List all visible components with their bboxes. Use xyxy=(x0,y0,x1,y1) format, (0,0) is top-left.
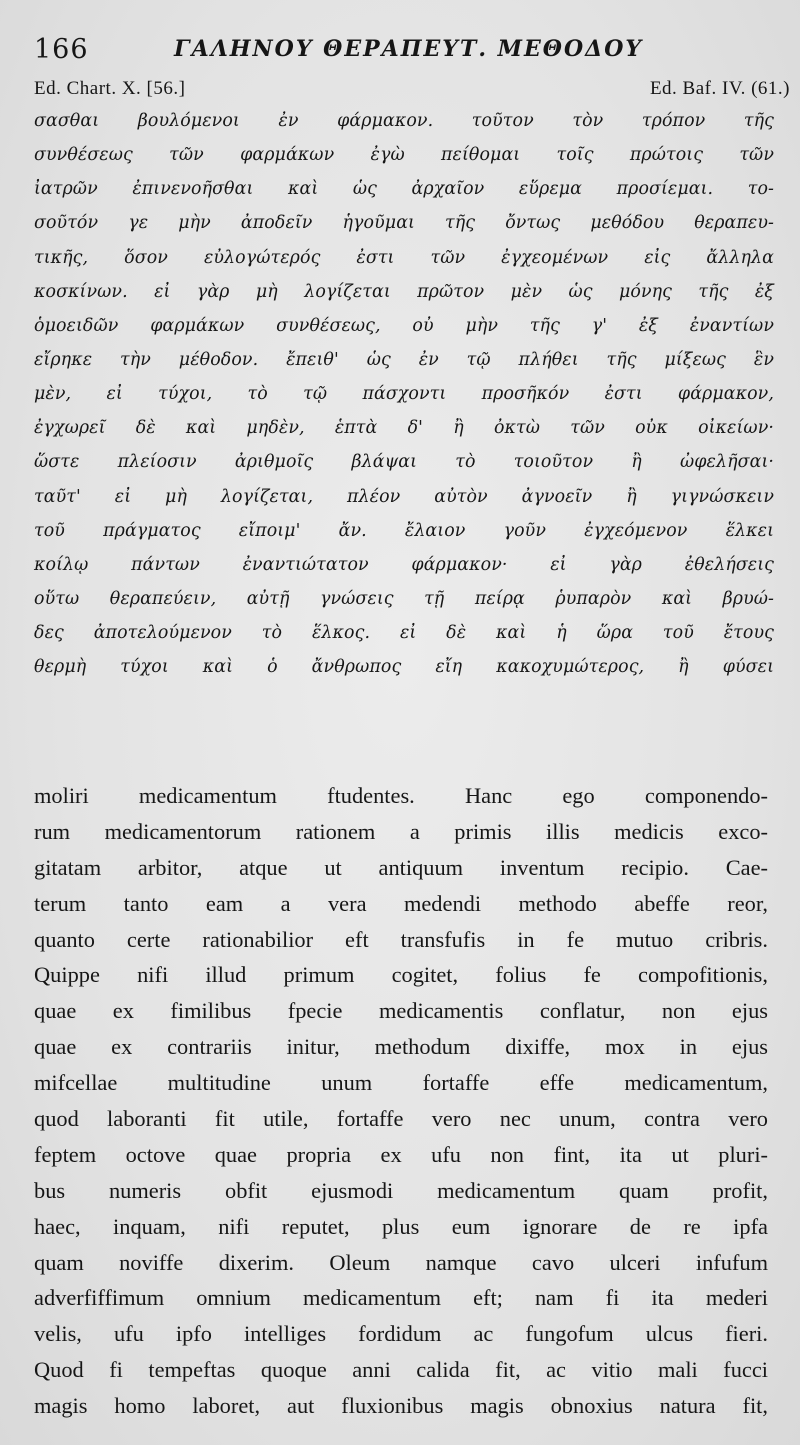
greek-line: θερμὴ τύχοι καὶ ὁ ἄνθρωπος εἴη κακοχυμώτερος, ἢ φύσει xyxy=(34,657,774,678)
latin-line: haec, inquam, nifi reputet, plus eum ignorare de re ipfa xyxy=(34,1213,768,1239)
greek-line: ταῦτ' εἰ μὴ λογίζεται, πλέον αὐτὸν ἀγνοεῖν ἢ γιγνώσκειν xyxy=(34,486,774,507)
latin-line: bus numeris obfit ejusmodi medicamentum quam profit, xyxy=(34,1177,768,1203)
latin-text-block xyxy=(34,778,768,1424)
greek-line: μὲν, εἰ τύχοι, τὸ τῷ πάσχοντι προσῆκόν ἐστι φάρμακον, xyxy=(34,384,774,405)
greek-line: ὁμοειδῶν φαρμάκων συνθέσεως, οὐ μὴν τῆς γ' ἐξ ἐναντίων xyxy=(34,315,774,336)
latin-line: quod laboranti fit utile, fortaffe vero nec unum, contra vero xyxy=(34,1106,768,1132)
greek-line: οὕτω θεραπεύειν, αὐτῇ γνώσεις τῇ πείρᾳ ῥυπαρὸν καὶ βρυώ- xyxy=(34,588,774,609)
latin-line: feptem octove quae propria ex ufu non fint, ita ut pluri- xyxy=(34,1141,768,1167)
greek-line: συνθέσεως τῶν φαρμάκων ἐγὼ πείθομαι τοῖς πρώτοις τῶν xyxy=(34,145,774,166)
page-header xyxy=(34,34,774,64)
running-title: ΓΑΛΗΝΟΥ ΘΕΡΑΠΕΥΤ. ΜΕΘΟΔΟΥ xyxy=(174,36,644,62)
latin-line: moliri medicamentum ftudentes. Hanc ego componendo- xyxy=(34,783,768,808)
greek-line: τικῆς, ὅσον εὐλογώτερός ἐστι τῶν ἐγχεομένων εἰς ἄλληλα xyxy=(34,247,774,268)
latin-line: rum medicamentorum rationem a primis illis medicis exco- xyxy=(34,818,768,844)
latin-line: adverfiffimum omnium medicamentum eft; nam fi ita mederi xyxy=(34,1285,768,1311)
latin-line: quae ex fimilibus fpecie medicamentis conflatur, non ejus xyxy=(34,998,768,1024)
greek-line: κοίλῳ πάντων ἐναντιώτατον φάρμακον· εἰ γὰρ ἐθελήσεις xyxy=(34,554,774,575)
latin-line: mifcellae multitudine unum fortaffe effe medicamentum, xyxy=(34,1070,768,1096)
page-number: 166 xyxy=(34,34,89,65)
greek-line: εἴρηκε τὴν μέθοδον. ἔπειθ' ὡς ἐν τῷ πλήθει τῆς μίξεως ἓν xyxy=(34,349,774,370)
greek-line: σοῦτόν γε μὴν ἀποδεῖν ἡγοῦμαι τῆς ὄντως μεθόδου θεραπευ- xyxy=(34,213,774,234)
greek-line: τοῦ πράγματος εἴποιμ' ἄν. ἔλαιον γοῦν ἐγχεόμενον ἕλκει xyxy=(34,520,774,541)
latin-line: Quod fi tempeftas quoque anni calida fit, ac vitio mali fucci xyxy=(34,1357,768,1383)
latin-line: gitatam arbitor, atque ut antiquum inventum recipio. Cae- xyxy=(34,854,768,880)
latin-line: velis, ufu ipfo intelliges fordidum ac fungofum ulcus fieri. xyxy=(34,1321,768,1347)
latin-line: Quippe nifi illud primum cogitet, folius fe compofitionis, xyxy=(34,962,768,988)
latin-line: quanto certe rationabilior eft transfufis in fe mutuo cribris. xyxy=(34,926,768,952)
greek-line: ἰατρῶν ἐπινενοῆσθαι καὶ ὡς ἀρχαῖον εὕρεμα προσίεμαι. το- xyxy=(34,179,774,200)
greek-line: ὥστε πλείοσιν ἀριθμοῖς βλάψαι τὸ τοιοῦτον ἢ ὠφελῆσαι· xyxy=(34,452,774,473)
greek-line: κοσκίνων. εἰ γὰρ μὴ λογίζεται πρῶτον μὲν ὡς μόνης τῆς ἐξ xyxy=(34,281,774,302)
edition-reference-left: Ed. Chart. X. [56.] xyxy=(34,78,186,99)
latin-line: magis homo laboret, aut fluxionibus magis obnoxius natura fit, xyxy=(34,1393,768,1419)
edition-reference-line xyxy=(34,78,790,104)
latin-line: quam noviffe dixerim. Oleum namque cavo ulceri infufum xyxy=(34,1249,768,1275)
latin-line: terum tanto eam a vera medendi methodo abeffe reor, xyxy=(34,890,768,916)
latin-line: quae ex contrariis initur, methodum dixiffe, mox in ejus xyxy=(34,1034,768,1060)
greek-line: δες ἀποτελούμενον τὸ ἕλκος. εἰ δὲ καὶ ἡ ὥρα τοῦ ἔτους xyxy=(34,623,774,644)
edition-reference-right: Ed. Baf. IV. (61.) xyxy=(649,78,790,99)
greek-line: σασθαι βουλόμενοι ἐν φάρμακον. τοῦτον τὸν τρόπον τῆς xyxy=(34,111,774,131)
greek-line: ἐγχωρεῖ δὲ καὶ μηδὲν, ἑπτὰ δ' ἢ ὀκτὼ τῶν οὐκ οἰκείων· xyxy=(34,418,774,439)
greek-text-block xyxy=(34,104,774,684)
